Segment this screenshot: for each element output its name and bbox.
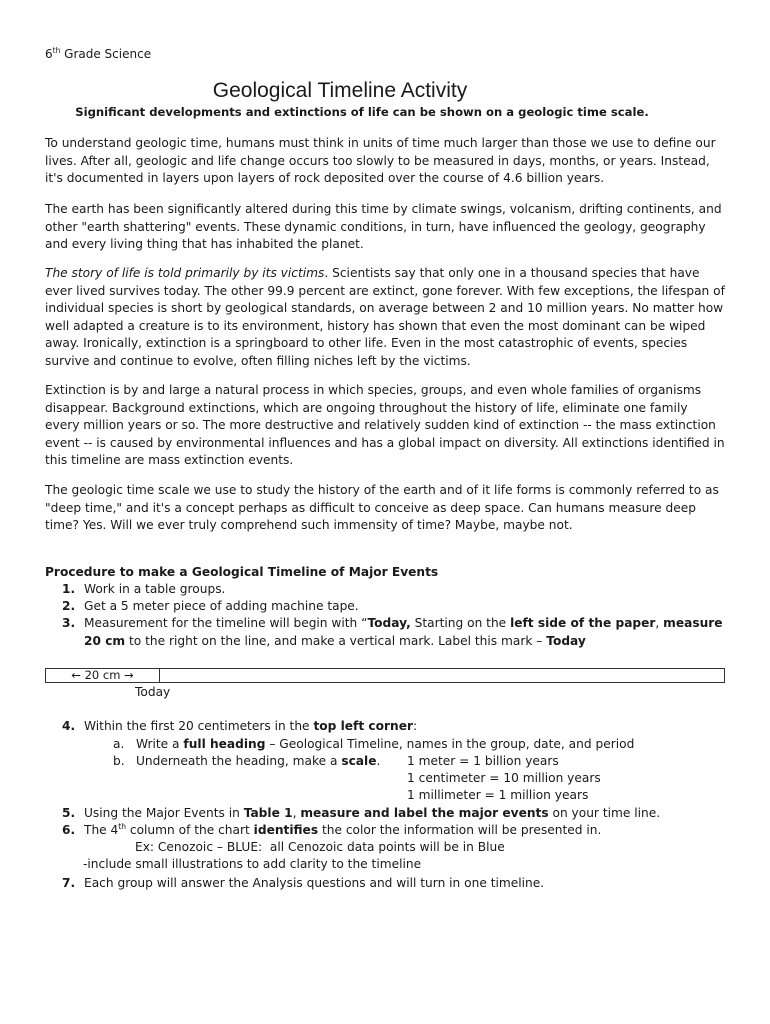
text-run: Starting on the (410, 616, 511, 630)
text-run: , (655, 616, 664, 630)
text-run: The 4 (84, 823, 119, 837)
page-subtitle: Significant developments and extinctions of life can be shown on a geologic time scale. (75, 105, 649, 119)
paragraph-3-body: . Scientists say that only one in a thousand species that have ever lived survives today. The other 99.9 percent are extinct, gone forever. With few exceptions, the lifespan of individual species is short by geological standards, on average between 2 and 10 million years. No matter how well adapted a creature is to its environment, history has shown that even the most dominant can be wiped away. Ironically, extinction is a springboard to other life. Even in the most catastrophic of events, species survive and continue to evolve, often filling niches left by the victims. (45, 266, 725, 368)
substep-text (136, 736, 634, 754)
step-text (84, 718, 724, 736)
bold-run: measure and label the major events (300, 806, 549, 820)
text-run: Write a (136, 737, 184, 751)
step-number: 5. (62, 806, 76, 820)
page-title: Geological Timeline Activity (212, 79, 468, 102)
intro-paragraph-4: Extinction is by and large a natural process in which species, groups, and even whole families of organisms disappear. Background extinctions, which are ongoing throughout the history of life, eliminate one family every million years or so. The more destructive and relatively sudden kind of extinction -- the mass extinction event -- is caused by environmental influences and has a global impact on diversity. All extinctions identified in this timeline are mass extinction events. (45, 383, 725, 467)
step-number: 4. (62, 719, 76, 733)
grade-suffix: th (52, 46, 61, 55)
substep-letter: a. (113, 737, 125, 751)
bold-run: Today (546, 633, 586, 648)
illustration-note: -include small illustrations to add clarity to the timeline (83, 857, 422, 871)
text-run: the color the information will be presented in. (318, 823, 602, 837)
substep-text (136, 753, 380, 771)
step-number: 2. (62, 599, 76, 613)
text-run: Within the first 20 centimeters in the (84, 719, 314, 733)
intro-paragraph-1: To understand geologic time, humans must think in units of time much larger than those we use to define our lives. After all, geologic and life change occurs too slowly to be measured in days, months, or years. Instead, it's documented in layers upon layers of rock deposited over the course of 4.6 billion years. (45, 136, 716, 185)
scale-line-centimeter: 1 centimeter = 10 million years (407, 771, 601, 785)
bold-run: measure 20 cm (84, 616, 723, 648)
bold-run: Table 1 (243, 806, 293, 820)
bold-run: left side of the paper (510, 616, 656, 630)
bold-run: top left corner (313, 719, 413, 733)
step-number: 1. (62, 582, 76, 596)
bold-run: identifies (253, 823, 319, 837)
intro-paragraph-5: The geologic time scale we use to study the history of the earth and of it life forms is commonly referred to as "deep time," and it's a concept perhaps as difficult to conceive as deep space. Can humans measure deep time? Yes. Will we ever truly comprehend such immensity of time? Maybe, maybe not. (45, 483, 719, 532)
step-text (84, 615, 724, 650)
text-run: column of the chart (126, 823, 254, 837)
grade-number: 6 (45, 47, 53, 61)
step-text: Each group will answer the Analysis questions and will turn in one timeline. (84, 876, 545, 890)
substep-letter: b. (113, 754, 125, 768)
step-text: Get a 5 meter piece of adding machine tape. (84, 599, 359, 613)
text-run: Measurement for the timeline will begin with “ (84, 616, 368, 630)
tape-measure-label: ← 20 cm → (46, 669, 160, 682)
text-run: , (292, 806, 301, 820)
text-run: . (376, 754, 381, 768)
text-run: on your time line. (548, 806, 661, 820)
procedure-heading: Procedure to make a Geological Timeline of Major Events (45, 565, 439, 579)
intro-paragraph-2: The earth has been significantly altered during this time by climate swings, volcanism, drifting continents, and other "earth shattering" events. These dynamic conditions, in turn, have influenced the geology, geography and every living thing that has inhabited the planet. (45, 202, 722, 251)
step-number: 3. (62, 616, 76, 630)
superscript: th (118, 821, 126, 831)
bold-run: scale (341, 754, 377, 768)
step-text (84, 805, 724, 823)
scale-line-meter: 1 meter = 1 billion years (407, 754, 559, 768)
text-run: : (412, 719, 418, 733)
step-text (84, 822, 724, 840)
text-run: to the right on the line, and make a vertical mark. Label this mark – (125, 633, 547, 648)
scale-line-millimeter: 1 millimeter = 1 million years (407, 788, 589, 802)
italic-lead: The story of life is told primarily by its victims (45, 266, 325, 280)
step-text: Work in a table groups. (84, 582, 226, 596)
course-name: Grade Science (60, 47, 152, 61)
text-run: Underneath the heading, make a (136, 754, 342, 768)
step-number: 7. (62, 876, 76, 890)
course-label (45, 46, 151, 64)
today-label: Today (135, 685, 171, 699)
bold-run: full heading (183, 737, 266, 751)
color-example: Ex: Cenozoic – BLUE: all Cenozoic data points will be in Blue (135, 840, 505, 854)
text-run: Using the Major Events in (84, 806, 244, 820)
bold-run: Today, (367, 616, 411, 630)
text-run: – Geological Timeline, names in the group, date, and period (265, 737, 635, 751)
step-number: 6. (62, 823, 76, 837)
tape-diagram (45, 668, 725, 683)
intro-paragraph-3 (45, 265, 725, 370)
